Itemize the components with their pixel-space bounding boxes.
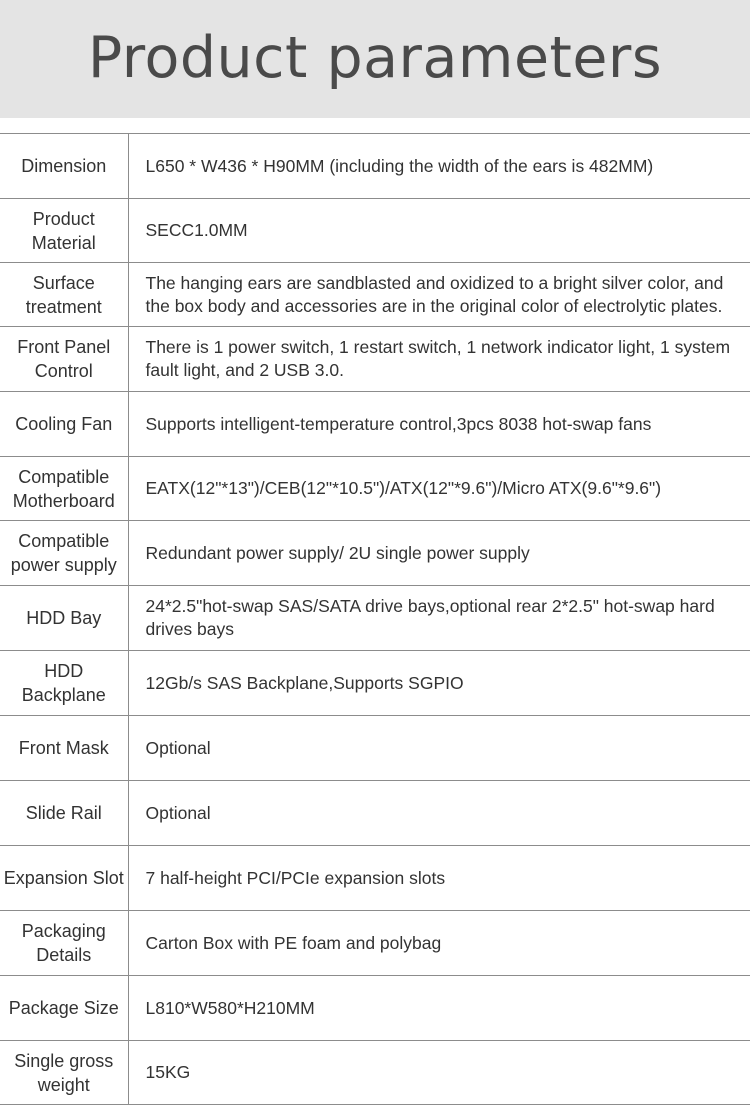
- row-label: Surface treatment: [0, 263, 128, 327]
- row-value: EATX(12"*13")/CEB(12"*10.5")/ATX(12"*9.6")/Micro ATX(9.6"*9.6"): [128, 457, 750, 521]
- row-value: There is 1 power switch, 1 restart switch, 1 network indicator light, 1 system fault light, and 2 USB 3.0.: [128, 327, 750, 392]
- row-label: HDD Backplane: [0, 651, 128, 716]
- table-row-compatible-motherboard: [0, 457, 750, 521]
- table-row-surface-treatment: [0, 263, 750, 327]
- row-value: Redundant power supply/ 2U single power supply: [128, 521, 750, 586]
- table-row-expansion-slot: [0, 846, 750, 911]
- page-title: Product parameters: [87, 25, 663, 91]
- row-value: The hanging ears are sandblasted and oxidized to a bright silver color, and the box body and accessories are in the original color of electrolytic plates.: [128, 263, 750, 327]
- row-value: Carton Box with PE foam and polybag: [128, 911, 750, 976]
- table-row-front-mask: [0, 716, 750, 781]
- table-row-hdd-bay: [0, 586, 750, 651]
- row-label: Cooling Fan: [0, 392, 128, 457]
- row-value: 15KG: [128, 1041, 750, 1105]
- table-row-packaging-details: [0, 911, 750, 976]
- header-banner: [0, 0, 750, 118]
- row-value: Optional: [128, 716, 750, 781]
- row-label: Single gross weight: [0, 1041, 128, 1105]
- table-row-cooling-fan: [0, 392, 750, 457]
- row-label: Slide Rail: [0, 781, 128, 846]
- row-value: 7 half-height PCI/PCIe expansion slots: [128, 846, 750, 911]
- row-value: L650 * W436 * H90MM (including the width of the ears is 482MM): [128, 134, 750, 199]
- table-row-hdd-backplane: [0, 651, 750, 716]
- row-label: Compatible Motherboard: [0, 457, 128, 521]
- row-label: HDD Bay: [0, 586, 128, 651]
- row-label: Package Size: [0, 976, 128, 1041]
- table-row-slide-rail: [0, 781, 750, 846]
- parameters-table: [0, 133, 750, 1105]
- table-row-front-panel-control: [0, 327, 750, 392]
- row-label: Packaging Details: [0, 911, 128, 976]
- row-value: 12Gb/s SAS Backplane,Supports SGPIO: [128, 651, 750, 716]
- table-row-compatible-power-supply: [0, 521, 750, 586]
- row-label: Expansion Slot: [0, 846, 128, 911]
- row-label: Front Panel Control: [0, 327, 128, 392]
- table-row-product-material: [0, 199, 750, 263]
- row-label: Dimension: [0, 134, 128, 199]
- row-value: SECC1.0MM: [128, 199, 750, 263]
- row-value: 24*2.5"hot-swap SAS/SATA drive bays,optional rear 2*2.5" hot-swap hard drives bays: [128, 586, 750, 651]
- table-row-package-size: [0, 976, 750, 1041]
- row-label: Compatible power supply: [0, 521, 128, 586]
- row-label: Front Mask: [0, 716, 128, 781]
- table-row-single-gross-weight: [0, 1041, 750, 1105]
- table-row-dimension: [0, 134, 750, 199]
- row-value: Optional: [128, 781, 750, 846]
- row-value: L810*W580*H210MM: [128, 976, 750, 1041]
- row-value: Supports intelligent-temperature control,3pcs 8038 hot-swap fans: [128, 392, 750, 457]
- row-label: Product Material: [0, 199, 128, 263]
